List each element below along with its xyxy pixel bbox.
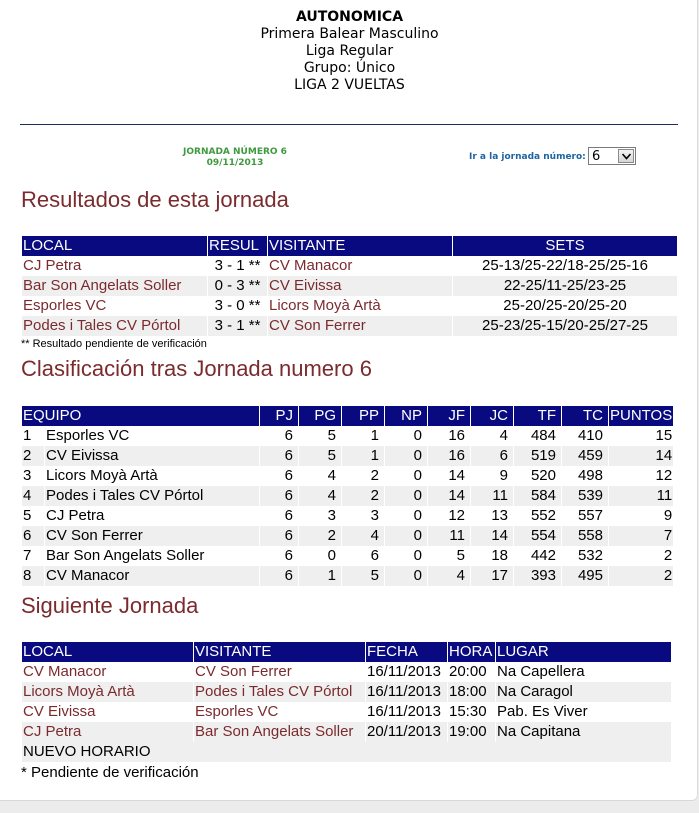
jornada-label: JORNADA NÚMERO 6 (183, 147, 287, 157)
standing-team: Podes i Tales CV Pórtol (45, 486, 259, 506)
col-place: LUGAR (496, 642, 671, 662)
results-title: Resultados de esta jornada (21, 187, 289, 212)
standing-won: 0 (327, 547, 336, 564)
standing-sets-against: 4 (499, 427, 508, 444)
table-row (22, 276, 677, 296)
match-sets: 25-13/25-22/18-25/25-16 (482, 257, 648, 274)
table-row (22, 566, 673, 586)
col-tc: TC (562, 406, 608, 426)
standing-not-played: 0 (413, 427, 422, 444)
local-team-link[interactable]: CV Manacor (23, 663, 107, 680)
visitor-team-link[interactable]: CV Son Ferrer (268, 316, 452, 336)
standing-sets-against: 11 (471, 486, 513, 506)
table-row (22, 256, 677, 276)
jornada-select[interactable] (588, 147, 636, 165)
standing-not-played: 0 (385, 446, 427, 466)
next-jornada-title: Siguiente Jornada (21, 593, 199, 618)
next-header-row (22, 642, 671, 662)
match-result: 3 - 1 ** (214, 257, 261, 274)
table-row (22, 682, 671, 702)
table-row (22, 702, 671, 722)
table-row (22, 662, 671, 682)
standing-won: 1 (299, 566, 341, 586)
standing-won: 4 (327, 467, 336, 484)
standing-sets-against: 18 (491, 547, 508, 564)
match-date: 16/11/2013 (366, 682, 447, 702)
local-team-link[interactable]: Bar Son Angelats Soller (22, 276, 207, 296)
standing-played: 6 (260, 566, 298, 586)
standing-won: 2 (299, 526, 341, 546)
match-date: 20/11/2013 (366, 722, 447, 742)
col-local: LOCAL (22, 236, 207, 256)
standing-position: 2 (22, 446, 44, 466)
standing-team: Esporles VC (46, 427, 130, 444)
header-divider (20, 124, 678, 125)
col-np: NP (385, 406, 427, 426)
standing-not-played: 0 (385, 526, 427, 546)
table-row (22, 446, 673, 466)
standing-points-for: 552 (530, 507, 556, 524)
table-row (22, 486, 673, 506)
table-row (22, 506, 673, 526)
standing-points-against: 459 (562, 446, 608, 466)
standing-sets-against: 6 (471, 446, 513, 466)
col-sets: SETS (453, 236, 677, 256)
standing-sets-for: 12 (448, 507, 465, 524)
standing-sets-against: 17 (471, 566, 513, 586)
table-row (22, 526, 673, 546)
standing-won: 3 (327, 507, 336, 524)
standings-title: Clasificación tras Jornada numero 6 (21, 356, 372, 381)
standing-lost: 4 (342, 526, 384, 546)
standing-position: 5 (23, 507, 32, 524)
standing-played: 6 (260, 486, 298, 506)
competition-header (0, 9, 699, 94)
standing-lost: 6 (370, 547, 379, 564)
table-row (22, 722, 671, 742)
next-jornada-note: * Pendiente de verificación (21, 764, 199, 781)
standing-lost: 2 (342, 486, 384, 506)
standing-lost: 1 (370, 427, 379, 444)
standing-points-for: 519 (514, 446, 561, 466)
standing-points: 11 (609, 486, 673, 506)
visitor-team-link[interactable]: CV Eivissa (268, 276, 452, 296)
standing-lost: 1 (342, 446, 384, 466)
next-jornada-table (21, 642, 672, 762)
standing-points-against: 410 (577, 427, 603, 444)
standing-won: 4 (299, 486, 341, 506)
standing-points: 2 (609, 566, 673, 586)
standings-body (22, 426, 673, 586)
match-date: 16/11/2013 (367, 663, 441, 680)
standing-points-against: 498 (577, 467, 603, 484)
standing-lost: 5 (342, 566, 384, 586)
standing-not-played: 0 (385, 566, 427, 586)
standing-played: 6 (260, 526, 298, 546)
standing-position: 6 (22, 526, 44, 546)
jornada-select-value: 6 (592, 149, 601, 164)
new-schedule-notice: NUEVO HORARIO (22, 742, 671, 762)
match-place: Na Caragol (496, 682, 671, 702)
standing-played: 6 (260, 446, 298, 466)
standing-position: 4 (22, 486, 44, 506)
match-sets: 25-20/25-20/25-20 (503, 297, 627, 314)
standing-sets-against: 13 (491, 507, 508, 524)
standing-team: CJ Petra (46, 507, 105, 524)
standing-team: Bar Son Angelats Soller (46, 547, 205, 564)
standing-points-against: 539 (562, 486, 608, 506)
standing-sets-for: 4 (428, 566, 470, 586)
local-team-link[interactable]: Esporles VC (23, 297, 107, 314)
standing-points: 12 (655, 467, 673, 484)
match-result: 3 - 1 ** (208, 316, 267, 336)
standings-table (21, 406, 674, 586)
local-team-link[interactable]: Podes i Tales CV Pórtol (22, 316, 207, 336)
table-row (22, 742, 671, 762)
standing-played: 6 (284, 507, 293, 524)
goto-jornada-label: Ir a la jornada número: (469, 152, 586, 162)
match-result: 0 - 3 ** (208, 276, 267, 296)
standings-header-row (22, 406, 673, 426)
match-date: 16/11/2013 (367, 703, 441, 720)
standing-not-played: 0 (413, 467, 422, 484)
competition-title: AUTONOMICA (295, 9, 404, 25)
col-jc: JC (471, 406, 513, 426)
visitor-team-link[interactable]: CV Manacor (269, 257, 353, 274)
standing-points-against: 532 (577, 547, 603, 564)
col-visitor: VISITANTE (194, 642, 365, 662)
local-team-link[interactable]: Licors Moyà Artà (22, 682, 193, 702)
standing-won: 5 (327, 427, 336, 444)
standing-points-for: 554 (514, 526, 561, 546)
competition-format: LIGA 2 VUELTAS (294, 77, 405, 93)
col-pg: PG (299, 406, 341, 426)
col-points: PUNTOS (610, 407, 673, 424)
standing-not-played: 0 (413, 547, 422, 564)
local-team-link[interactable]: CV Eivissa (23, 703, 96, 720)
standing-position: 7 (23, 547, 32, 564)
standing-points-for: 442 (530, 547, 556, 564)
standing-sets-for: 14 (448, 467, 465, 484)
match-sets: 25-23/25-15/20-25/27-25 (453, 316, 677, 336)
col-local: LOCAL (22, 642, 193, 662)
local-team-link[interactable]: CJ Petra (23, 257, 82, 274)
competition-group: Grupo: Único (303, 60, 396, 76)
match-sets: 22-25/11-25/23-25 (453, 276, 677, 296)
standing-played: 6 (284, 547, 293, 564)
local-team-link[interactable]: CJ Petra (22, 722, 193, 742)
standing-lost: 2 (370, 467, 379, 484)
standing-sets-for: 16 (428, 446, 470, 466)
col-pp: PP (342, 406, 384, 426)
standing-points: 14 (609, 446, 673, 466)
standing-sets-against: 9 (499, 467, 508, 484)
results-table (21, 236, 678, 336)
visitor-team-link[interactable]: Licors Moyà Artà (269, 297, 381, 314)
standing-played: 6 (284, 467, 293, 484)
standing-points-for: 393 (514, 566, 561, 586)
standing-position: 3 (23, 467, 32, 484)
standing-not-played: 0 (413, 507, 422, 524)
match-time: 18:00 (448, 682, 495, 702)
standing-lost: 3 (370, 507, 379, 524)
visitor-team-link[interactable]: CV Son Ferrer (195, 663, 292, 680)
match-place: Na Capitana (496, 722, 671, 742)
standing-team: CV Eivissa (45, 446, 259, 466)
match-time: 19:00 (448, 722, 495, 742)
jornada-date: 09/11/2013 (206, 158, 264, 168)
results-note: ** Resultado pendiente de verificación (21, 338, 207, 350)
match-result: 3 - 0 ** (214, 297, 261, 314)
table-row (22, 296, 677, 316)
standing-sets-for: 5 (456, 547, 465, 564)
standing-points: 9 (663, 507, 673, 524)
standing-points: 15 (655, 427, 673, 444)
standing-points: 2 (663, 547, 673, 564)
standing-sets-for: 16 (448, 427, 465, 444)
standing-sets-for: 14 (428, 486, 470, 506)
visitor-team-link[interactable]: Esporles VC (195, 703, 279, 720)
standing-team: CV Son Ferrer (45, 526, 259, 546)
col-time: HORA (448, 642, 495, 662)
match-place: Pab. Es Viver (497, 703, 588, 720)
match-time: 20:00 (449, 663, 487, 680)
standing-not-played: 0 (385, 486, 427, 506)
standing-played: 6 (284, 427, 293, 444)
match-time: 15:30 (449, 703, 487, 720)
col-tf: TF (514, 406, 561, 426)
jornada-info (160, 147, 310, 169)
table-row (22, 466, 673, 486)
visitor-team-link[interactable]: Podes i Tales CV Pórtol (194, 682, 365, 702)
visitor-team-link[interactable]: Bar Son Angelats Soller (194, 722, 365, 742)
col-date: FECHA (366, 642, 447, 662)
col-jf: JF (428, 406, 470, 426)
standing-points: 7 (609, 526, 673, 546)
table-row (22, 316, 677, 336)
standing-position: 8 (22, 566, 44, 586)
col-pj: PJ (260, 406, 298, 426)
table-row (22, 546, 673, 566)
standing-position: 1 (23, 427, 32, 444)
standing-points-for: 520 (530, 467, 556, 484)
competition-category: Primera Balear Masculino (260, 26, 439, 42)
competition-phase: Liga Regular (305, 43, 394, 59)
standing-points-against: 495 (562, 566, 608, 586)
standing-won: 5 (299, 446, 341, 466)
standing-points-for: 584 (514, 486, 561, 506)
results-header-row (22, 236, 677, 256)
chevron-down-icon[interactable] (618, 149, 634, 163)
standing-points-against: 558 (562, 526, 608, 546)
standing-points-for: 484 (530, 427, 556, 444)
col-result: RESUL (208, 236, 267, 256)
standing-sets-against: 14 (471, 526, 513, 546)
standing-sets-for: 11 (428, 526, 470, 546)
col-visitor: VISITANTE (268, 236, 452, 256)
standing-team: Licors Moyà Artà (46, 467, 158, 484)
match-place: Na Capellera (497, 663, 585, 680)
table-row (22, 426, 673, 446)
standing-team: CV Manacor (45, 566, 259, 586)
col-team: EQUIPO (22, 406, 259, 426)
standing-points-against: 557 (577, 507, 603, 524)
